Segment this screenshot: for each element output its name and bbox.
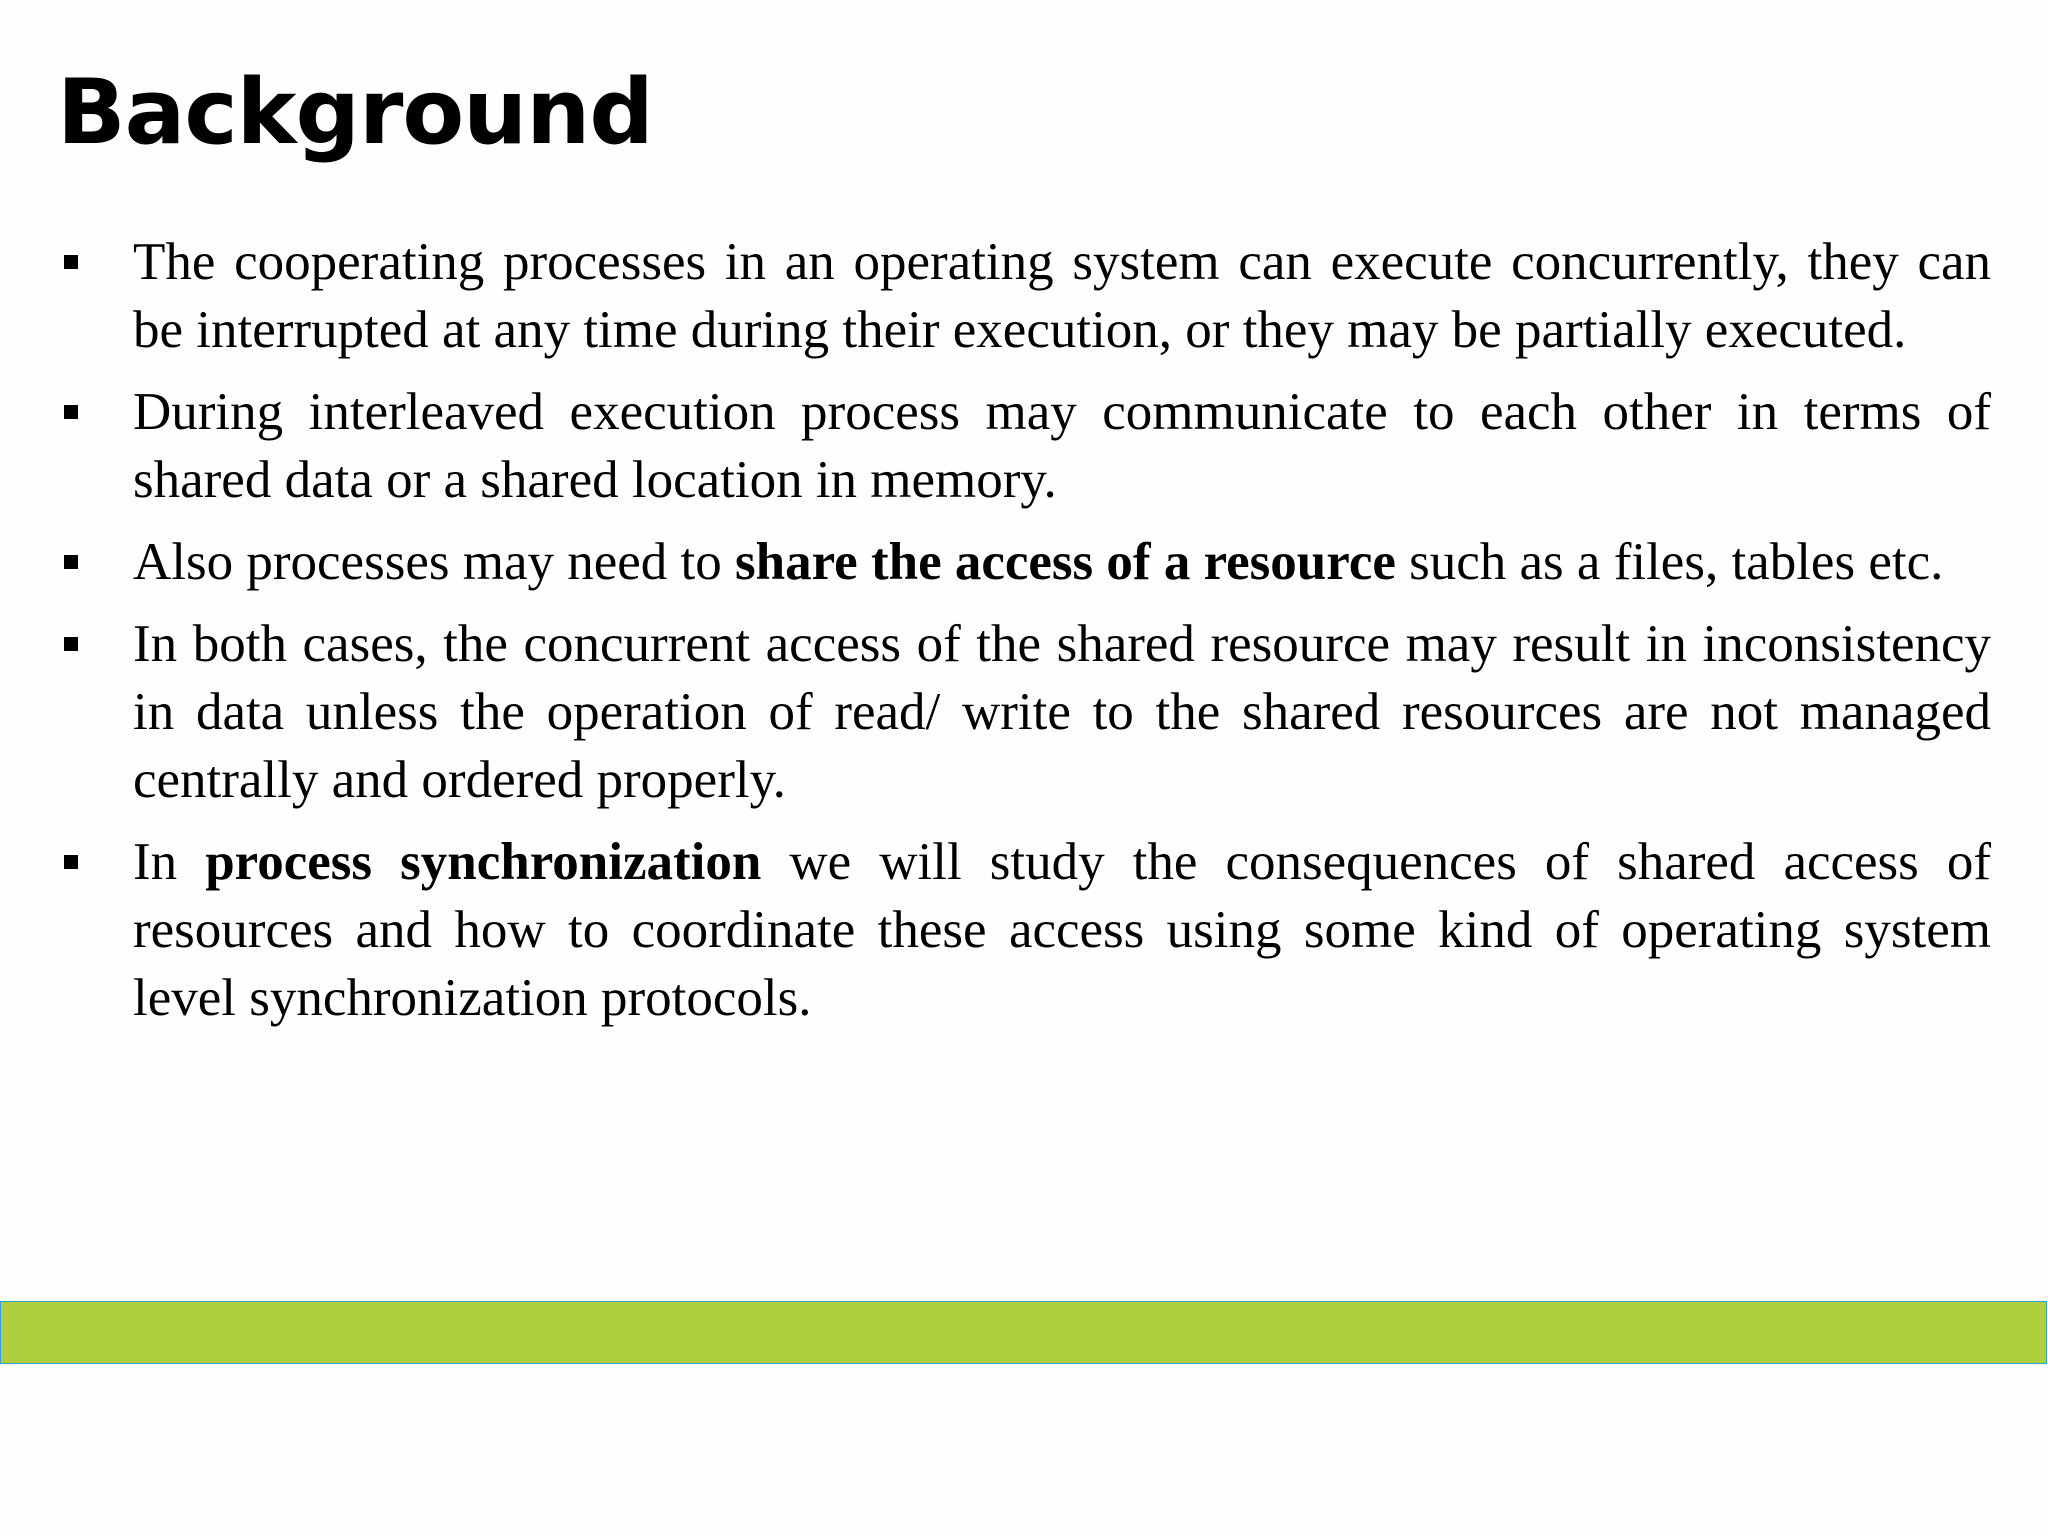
bullet-emphasis: share the access of a resource <box>735 533 1396 591</box>
square-bullet-icon <box>64 255 78 269</box>
bullet-item <box>133 828 1991 1032</box>
bullet-text: Also processes may need to <box>133 533 735 591</box>
bullet-text: The cooperating processes in an operating system can execute concurrently, they can be interrupted at any time during their execution, or they may be partially executed. <box>133 233 1991 359</box>
bullet-item <box>133 610 1991 814</box>
square-bullet-icon <box>64 637 78 651</box>
bullet-text: During interleaved execution process may communicate to each other in terms of shared data or a shared location in memory. <box>133 383 1991 509</box>
slide-title: Background <box>57 60 653 165</box>
footer-band <box>0 1301 2047 1364</box>
bullet-item <box>133 528 1991 596</box>
bullet-text: In <box>133 833 206 891</box>
square-bullet-icon <box>64 405 78 419</box>
bullet-list <box>0 228 2048 1046</box>
bullet-text: we will study the consequences of shared access of resources and how to coordinate these access using some kind of operating system level synchronization protocols. <box>133 833 1991 1027</box>
bullet-text: such as a files, tables etc. <box>1395 533 1944 591</box>
square-bullet-icon <box>64 855 78 869</box>
bullet-text: In both cases, the concurrent access of the shared resource may result in inconsistency in data unless the operation of read/ write to the shared resources are not managed centrally and ordered properly. <box>133 615 1991 809</box>
bullet-emphasis: process synchronization <box>205 833 762 891</box>
bullet-item <box>133 228 1991 364</box>
bullet-item <box>133 378 1991 514</box>
square-bullet-icon <box>64 555 78 569</box>
